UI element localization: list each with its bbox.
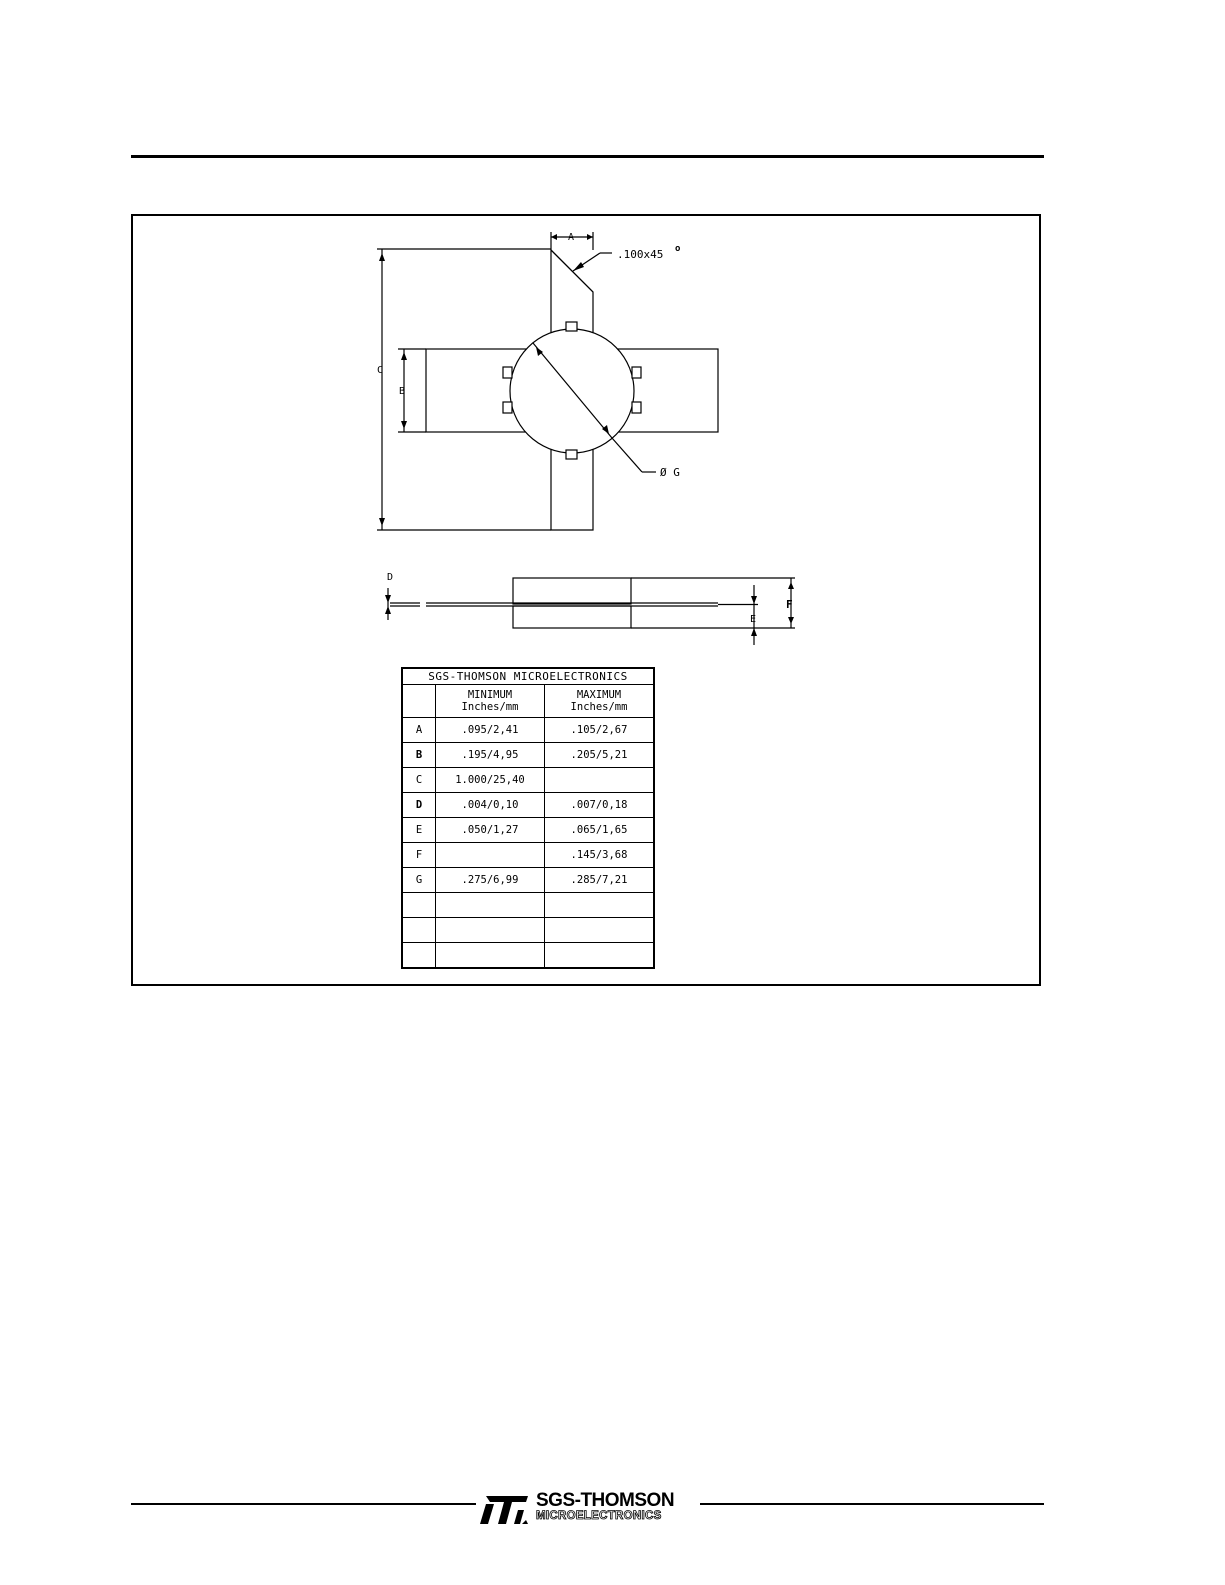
max-header: MAXIMUM Inches/mm [545, 685, 655, 718]
dim-header [402, 685, 436, 718]
label-c: C [377, 365, 384, 376]
footer-rule-left [131, 1503, 476, 1505]
brand-name: SGS-THOMSON [536, 1490, 675, 1511]
table-row [402, 918, 654, 943]
package-body [510, 329, 634, 453]
min-header: MINIMUM Inches/mm [436, 685, 545, 718]
table-row: D .004/0,10 .007/0,18 [402, 793, 654, 818]
dimension-table [401, 667, 655, 969]
table-row: E .050/1,27 .065/1,65 [402, 818, 654, 843]
tab-left-1 [503, 367, 512, 378]
tab-bottom [566, 450, 577, 459]
table-row: F .145/3,68 [402, 843, 654, 868]
tab-right-2 [632, 402, 641, 413]
table-row: A .095/2,41 .105/2,67 [402, 718, 654, 743]
table-row [402, 893, 654, 918]
table-row: B .195/4,95 .205/5,21 [402, 743, 654, 768]
sgs-thomson-logo [478, 1490, 698, 1526]
st-logo-icon [478, 1494, 530, 1526]
tab-right-1 [632, 367, 641, 378]
label-g: Ø G [660, 466, 680, 479]
table-row: C 1.000/25,40 [402, 768, 654, 793]
label-degree: o [675, 244, 681, 254]
side-body-upper [513, 578, 631, 604]
label-d: D [387, 572, 394, 583]
tab-top [566, 322, 577, 331]
label-e: E [750, 614, 757, 625]
label-b: B [399, 386, 406, 397]
label-chamfer: .100x45 [617, 248, 664, 261]
chamfer-edge [551, 250, 593, 292]
label-a: A [568, 232, 575, 243]
table-row: G .275/6,99 .285/7,21 [402, 868, 654, 893]
brand-subtitle: MICROELECTRONICS [536, 1510, 662, 1522]
label-f: F [786, 598, 793, 611]
table-row [402, 943, 654, 969]
side-body-lower [513, 606, 631, 628]
tab-left-2 [503, 402, 512, 413]
footer-rule-right [700, 1503, 1044, 1505]
table-title: SGS-THOMSON MICROELECTRONICS [402, 668, 654, 685]
